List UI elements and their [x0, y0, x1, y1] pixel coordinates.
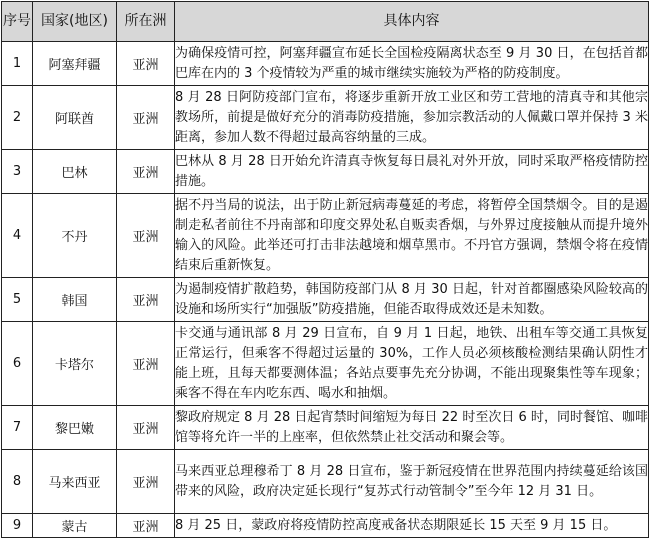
row-continent: 亚洲 [117, 194, 175, 278]
table-row [2, 322, 649, 406]
row-country: 阿联酋 [33, 86, 117, 150]
row-content: 马来西亚总理穆希丁 8 月 28 日宣布，鉴于新冠疫情在世界范围内持续蔓延给该国带来的风险，政府决定延长现行“复苏式行动管制令”至今年 12 月 31 日。 [175, 450, 649, 514]
row-continent: 亚洲 [117, 42, 175, 86]
table-row [2, 450, 649, 514]
header-continent: 所在洲 [117, 2, 175, 42]
policy-table [1, 1, 649, 538]
row-continent: 亚洲 [117, 450, 175, 514]
header-index: 序号 [2, 2, 33, 42]
row-content: 巴林从 8 月 28 日开始允许清真寺恢复每日晨礼对外开放，同时采取严格疫情防控措施。 [175, 150, 649, 194]
row-country: 黎巴嫩 [33, 406, 117, 450]
header-country: 国家(地区) [33, 2, 117, 42]
table-row [2, 278, 649, 322]
row-index: 1 [2, 42, 33, 86]
row-country: 巴林 [33, 150, 117, 194]
table-row [2, 86, 649, 150]
row-content: 为确保疫情可控，阿塞拜疆宣布延长全国检疫隔离状态至 9 月 30 日，在包括首都巴库在内的 3 个疫情较为严重的城市继续实施较为严格的防疫制度。 [175, 42, 649, 86]
header-row [2, 2, 649, 42]
row-index: 4 [2, 194, 33, 278]
row-index: 5 [2, 278, 33, 322]
row-content: 黎政府规定 8 月 28 日起宵禁时间缩短为每日 22 时至次日 6 时，同时餐馆、咖啡馆等将允许一半的上座率，但依然禁止社交活动和聚会等。 [175, 406, 649, 450]
row-country: 阿塞拜疆 [33, 42, 117, 86]
row-continent: 亚洲 [117, 278, 175, 322]
row-index: 9 [2, 514, 33, 538]
row-continent: 亚洲 [117, 514, 175, 538]
row-country: 蒙古 [33, 514, 117, 538]
row-index: 8 [2, 450, 33, 514]
table-row [2, 406, 649, 450]
header-content: 具体内容 [175, 2, 649, 42]
row-index: 6 [2, 322, 33, 406]
row-country: 马来西亚 [33, 450, 117, 514]
row-content: 卡交通与通讯部 8 月 29 日宣布，自 9 月 1 日起，地铁、出租车等交通工具恢复正常运行，但乘客不得超过运量的 30%，工作人员必须核酸检测结果确认阴性才能上班，且每天都要测体温；各站点要事先充分协调，不能出现聚集性等车现象；乘客不得在车内吃东西、喝水和抽烟。 [175, 322, 649, 406]
row-content: 为遏制疫情扩散趋势，韩国防疫部门从 8 月 30 日起，针对首都圈感染风险较高的设施和场所实行“加强版”防疫措施，但能否取得成效还是未知数。 [175, 278, 649, 322]
row-index: 3 [2, 150, 33, 194]
row-content: 8 月 25 日，蒙政府将疫情防控高度戒备状态期限延长 15 天至 9 月 15 日。 [175, 514, 649, 538]
row-content: 8 月 28 日阿防疫部门宣布，将逐步重新开放工业区和劳工营地的清真寺和其他宗教场所，前提是做好充分的消毒防疫措施，参加宗教活动的人佩戴口罩并保持 3 米距离，参加人数不得超过最高容纳量的三成。 [175, 86, 649, 150]
table-row [2, 150, 649, 194]
row-country: 不丹 [33, 194, 117, 278]
row-continent: 亚洲 [117, 150, 175, 194]
row-content: 据不丹当局的说法，出于防止新冠病毒蔓延的考虑，将暂停全国禁烟令。目的是遏制走私者前往不丹南部和印度交界处私自贩卖香烟，与外界过度接触从而提升境外输入的风险。此举还可打击非法越境和烟草黑市。不丹官方强调，禁烟令将在疫情结束后重新恢复。 [175, 194, 649, 278]
table-row [2, 42, 649, 86]
row-country: 韩国 [33, 278, 117, 322]
row-index: 2 [2, 86, 33, 150]
row-country: 卡塔尔 [33, 322, 117, 406]
row-continent: 亚洲 [117, 406, 175, 450]
table-row [2, 194, 649, 278]
row-continent: 亚洲 [117, 86, 175, 150]
row-index: 7 [2, 406, 33, 450]
row-continent: 亚洲 [117, 322, 175, 406]
